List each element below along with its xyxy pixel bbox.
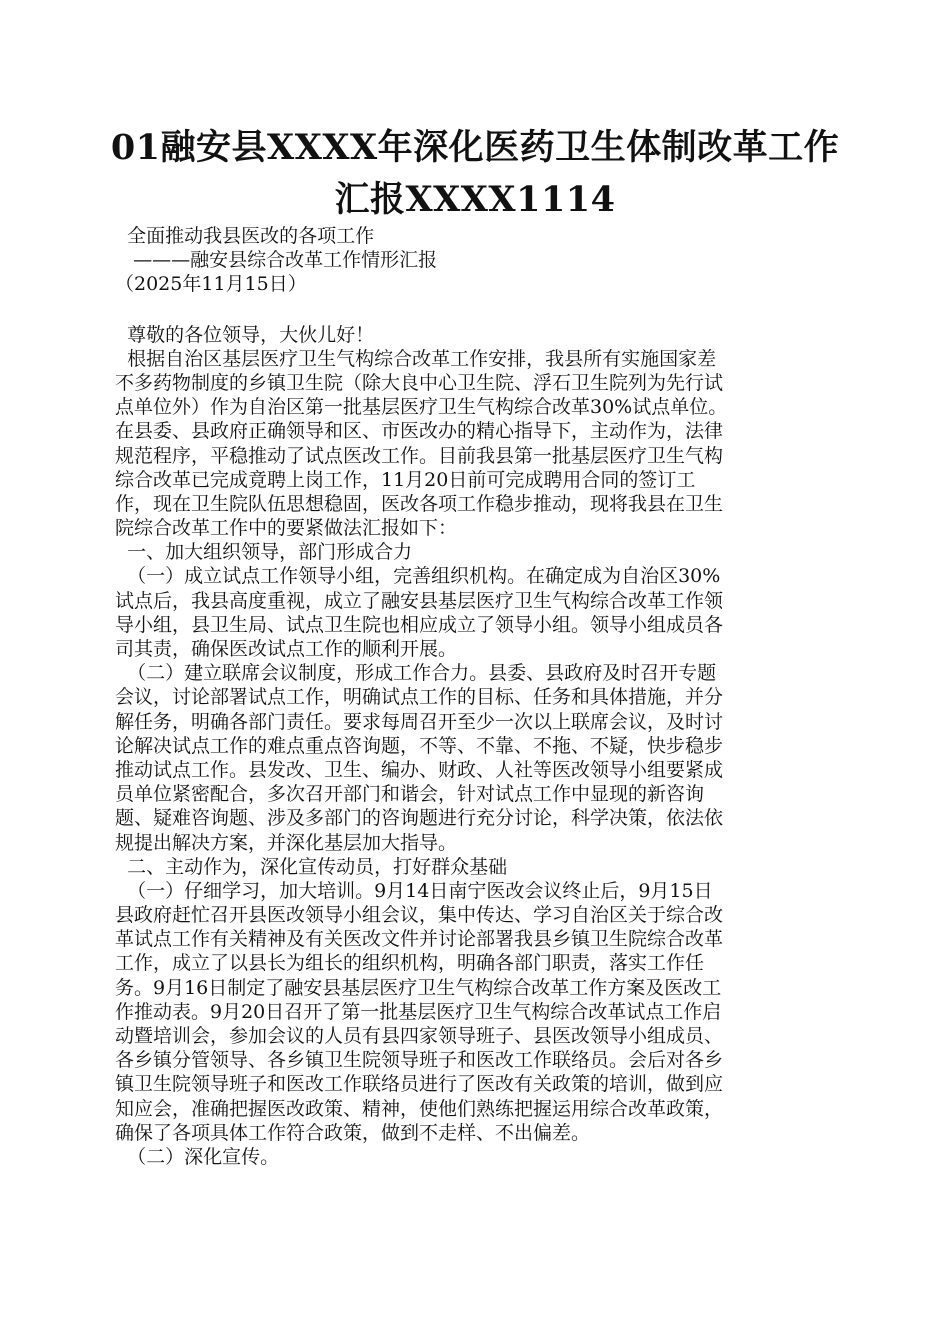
body-line: 院综合改革工作中的要紧做法汇报如下：: [115, 517, 458, 540]
body-paragraphs: [115, 323, 831, 1170]
document-body: [115, 224, 831, 1169]
body-line: （二）建立联席会议制度，形成工作合力。县委、县政府及时召开专题: [115, 662, 717, 685]
body-line: 镇卫生院领导班子和医改工作联络员进行了医改有关政策的培训，做到应: [115, 1073, 724, 1096]
body-line: 作，现在卫生院队伍思想稳固，医改各项工作稳步推动，现将我县在卫生: [115, 492, 724, 515]
body-line: 一、加大组织领导，部门形成合力: [115, 541, 413, 564]
body-line: 员单位紧密配合，多次召开部门和谐会，针对试点工作中显现的新咨询: [115, 783, 705, 806]
body-line: 试点后，我县高度重视，成立了融安县基层医疗卫生气构综合改革工作领: [115, 589, 724, 612]
body-line: 司其责，确保医改试点工作的顺利开展。: [115, 638, 458, 660]
body-line: 题、疑难咨询题、涉及多部门的咨询题进行充分讨论，科学决策，依法依: [115, 807, 724, 830]
body-line: 根据自治区基层医疗卫生气构综合改革工作安排，我县所有实施国家差: [115, 347, 717, 370]
body-line: 推动试点工作。县发改、卫生、编办、财政、人社等医改领导小组要紧成: [115, 758, 724, 781]
body-line: （二）深化宣传。: [115, 1145, 280, 1168]
body-line: 点单位外）作为自治区第一批基层医疗卫生气构综合改革30%试点单位。: [115, 396, 728, 419]
body-line: 规提出解决方案，并深化基层加大指导。: [115, 831, 458, 854]
body-line: 革试点工作有关精神及有关医改文件并讨论部署我县乡镇卫生院综合改革: [115, 928, 724, 951]
body-line: 二、主动作为，深化宣传动员，打好群众基础: [115, 855, 508, 878]
document-date: （2025年11月15日）: [115, 273, 307, 296]
body-line: 会议，讨论部署试点工作，明确试点工作的目标、任务和具体措施，并分: [115, 686, 724, 709]
body-line: 作推动表。9月20日召开了第一批基层医疗卫生气构综合改革试点工作启: [115, 1000, 722, 1023]
subtitle-attribution: ———融安县综合改革工作情形汇报: [115, 249, 438, 272]
body-line: （一）仔细学习，加大培训。9月14日南宁医改会议终止后，9月15日: [115, 879, 713, 902]
body-line: （一）成立试点工作领导小组，完善组织机构。在确定成为自治区30%: [115, 565, 721, 588]
subtitle-line: 全面推动我县医改的各项工作: [115, 225, 375, 247]
body-line: 规范程序，平稳推动了试点医改工作。目前我县第一批基层医疗卫生气构: [115, 444, 724, 467]
body-line: 工作，成立了以县长为组长的组织机构，明确各部门职责，落实工作任: [115, 952, 705, 975]
spacer: [115, 297, 831, 323]
title-line-2: 汇报XXXX1114: [334, 179, 616, 220]
body-line: 论解决试点工作的难点重点咨询题，不等、不靠、不拖、不疑，快步稳步: [115, 734, 724, 757]
title-line-1: 01融安县XXXX年深化医药卫生体制改革工作: [110, 127, 840, 168]
body-line: 综合改革已完成竟聘上岗工作，11月20日前可完成聘用合同的签订工: [115, 468, 696, 491]
body-line: 不多药物制度的乡镇卫生院（除大良中心卫生院、浮石卫生院列为先行试: [115, 371, 724, 394]
body-line: 务。9月16日制定了融安县基层医疗卫生气构综合改革工作方案及医改工: [115, 976, 722, 999]
body-line: 在县委、县政府正确领导和区、市医改办的精心指导下，主动作为，法律: [115, 420, 724, 443]
body-line: 导小组，县卫生局、试点卫生院也相应成立了领导小组。领导小组成员各: [115, 613, 724, 636]
body-line: 确保了各项具体工作符合政策，做到不走样、不出偏差。: [115, 1121, 591, 1144]
body-line: 知应会，准确把握医改政策、精神，使他们熟练把握运用综合改革政策，: [115, 1097, 724, 1120]
document-title: [100, 122, 850, 226]
body-line: 县政府赶忙召开县医改领导小组会议，集中传达、学习自治区关于综合改: [115, 904, 724, 927]
body-line: 解任务，明确各部门责任。要求每周召开至少一次以上联席会议，及时讨: [115, 710, 724, 733]
body-line: 尊敬的各位领导，大伙儿好！: [115, 323, 375, 346]
body-line: 各乡镇分管领导、各乡镇卫生院领导班子和医改工作联络员。会后对各乡: [115, 1049, 724, 1072]
body-line: 动暨培训会，参加会议的人员有县四家领导班子、县医改领导小组成员、: [115, 1025, 724, 1047]
